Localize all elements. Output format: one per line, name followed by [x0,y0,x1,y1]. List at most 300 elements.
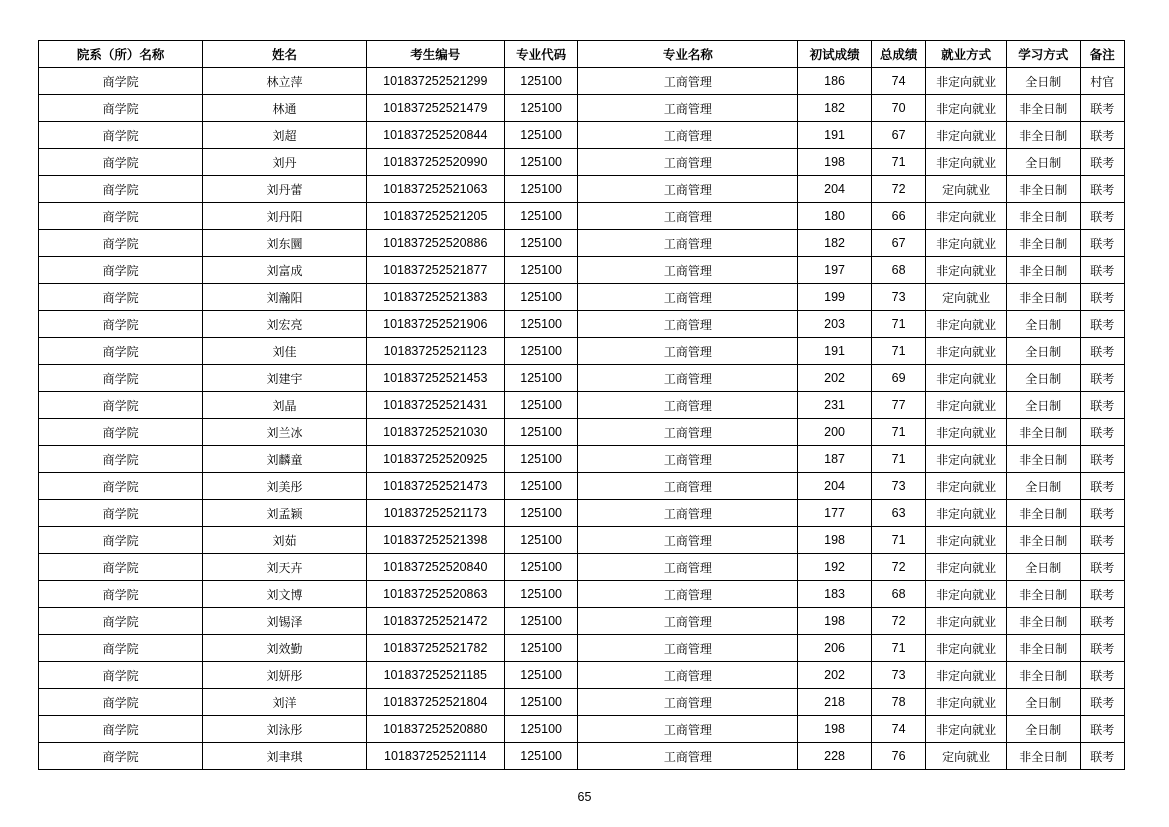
major-name-cell: 工商管理 [578,473,798,500]
preliminary-score-cell: 199 [798,284,872,311]
major-code-cell: 125100 [504,311,578,338]
preliminary-score-cell: 202 [798,365,872,392]
candidate-number-cell: 101837252520840 [366,554,504,581]
total-score-cell: 73 [871,662,925,689]
major-name-cell: 工商管理 [578,446,798,473]
study-mode-cell: 非全日制 [1006,608,1080,635]
candidate-number-cell: 101837252521123 [366,338,504,365]
candidate-number-cell: 101837252520844 [366,122,504,149]
major-code-cell: 125100 [504,122,578,149]
study-mode-cell: 非全日制 [1006,203,1080,230]
employment-type-cell: 非定向就业 [926,95,1007,122]
employment-type-cell: 定向就业 [926,743,1007,770]
major-name-cell: 工商管理 [578,581,798,608]
major-name-cell: 工商管理 [578,149,798,176]
header-preliminary-score: 初试成绩 [798,41,872,68]
table-row [39,257,1125,284]
study-mode-cell: 全日制 [1006,311,1080,338]
name-cell: 刘兰冰 [203,419,366,446]
name-cell: 刘晶 [203,392,366,419]
candidate-number-cell: 101837252521782 [366,635,504,662]
remarks-cell: 联考 [1080,203,1124,230]
header-department: 院系（所）名称 [39,41,203,68]
candidate-number-cell: 101837252521030 [366,419,504,446]
candidate-number-cell: 101837252521063 [366,176,504,203]
employment-type-cell: 非定向就业 [926,338,1007,365]
candidate-number-cell: 101837252521383 [366,284,504,311]
remarks-cell: 联考 [1080,122,1124,149]
total-score-cell: 71 [871,635,925,662]
department-cell: 商学院 [39,635,203,662]
major-name-cell: 工商管理 [578,365,798,392]
major-code-cell: 125100 [504,176,578,203]
department-cell: 商学院 [39,284,203,311]
study-mode-cell: 全日制 [1006,716,1080,743]
department-cell: 商学院 [39,392,203,419]
employment-type-cell: 非定向就业 [926,419,1007,446]
name-cell: 刘洋 [203,689,366,716]
employment-type-cell: 非定向就业 [926,500,1007,527]
study-mode-cell: 全日制 [1006,68,1080,95]
name-cell: 刘丹 [203,149,366,176]
candidate-number-cell: 101837252521114 [366,743,504,770]
table-row [39,743,1125,770]
department-cell: 商学院 [39,446,203,473]
table-row [39,122,1125,149]
employment-type-cell: 非定向就业 [926,149,1007,176]
preliminary-score-cell: 204 [798,176,872,203]
table-row [39,176,1125,203]
major-code-cell: 125100 [504,95,578,122]
total-score-cell: 71 [871,527,925,554]
major-name-cell: 工商管理 [578,689,798,716]
study-mode-cell: 全日制 [1006,554,1080,581]
candidate-number-cell: 101837252521173 [366,500,504,527]
department-cell: 商学院 [39,581,203,608]
preliminary-score-cell: 191 [798,338,872,365]
remarks-cell: 联考 [1080,419,1124,446]
major-name-cell: 工商管理 [578,635,798,662]
total-score-cell: 68 [871,257,925,284]
major-code-cell: 125100 [504,581,578,608]
remarks-cell: 联考 [1080,554,1124,581]
name-cell: 刘文博 [203,581,366,608]
study-mode-cell: 非全日制 [1006,230,1080,257]
total-score-cell: 68 [871,581,925,608]
total-score-cell: 72 [871,176,925,203]
major-code-cell: 125100 [504,473,578,500]
major-code-cell: 125100 [504,554,578,581]
preliminary-score-cell: 177 [798,500,872,527]
major-name-cell: 工商管理 [578,68,798,95]
remarks-cell: 村官 [1080,68,1124,95]
candidate-number-cell: 101837252521877 [366,257,504,284]
remarks-cell: 联考 [1080,257,1124,284]
department-cell: 商学院 [39,608,203,635]
table-body [39,68,1125,770]
preliminary-score-cell: 204 [798,473,872,500]
study-mode-cell: 全日制 [1006,689,1080,716]
total-score-cell: 67 [871,122,925,149]
department-cell: 商学院 [39,662,203,689]
name-cell: 刘妍彤 [203,662,366,689]
department-cell: 商学院 [39,122,203,149]
candidate-number-cell: 101837252521479 [366,95,504,122]
major-name-cell: 工商管理 [578,554,798,581]
table-row [39,635,1125,662]
department-cell: 商学院 [39,68,203,95]
table-row [39,203,1125,230]
department-cell: 商学院 [39,365,203,392]
major-name-cell: 工商管理 [578,527,798,554]
study-mode-cell: 非全日制 [1006,527,1080,554]
major-code-cell: 125100 [504,68,578,95]
name-cell: 刘孟颖 [203,500,366,527]
employment-type-cell: 非定向就业 [926,230,1007,257]
employment-type-cell: 非定向就业 [926,635,1007,662]
department-cell: 商学院 [39,716,203,743]
table-row [39,68,1125,95]
employment-type-cell: 非定向就业 [926,446,1007,473]
name-cell: 刘麟童 [203,446,366,473]
major-name-cell: 工商管理 [578,608,798,635]
remarks-cell: 联考 [1080,716,1124,743]
total-score-cell: 71 [871,149,925,176]
header-name: 姓名 [203,41,366,68]
candidate-number-cell: 101837252521398 [366,527,504,554]
department-cell: 商学院 [39,149,203,176]
header-total-score: 总成绩 [871,41,925,68]
header-candidate-number: 考生编号 [366,41,504,68]
name-cell: 刘天卉 [203,554,366,581]
total-score-cell: 71 [871,419,925,446]
department-cell: 商学院 [39,527,203,554]
remarks-cell: 联考 [1080,527,1124,554]
table-row [39,581,1125,608]
table-header-row [39,41,1125,68]
department-cell: 商学院 [39,743,203,770]
total-score-cell: 74 [871,716,925,743]
preliminary-score-cell: 228 [798,743,872,770]
major-name-cell: 工商管理 [578,419,798,446]
department-cell: 商学院 [39,257,203,284]
total-score-cell: 77 [871,392,925,419]
major-name-cell: 工商管理 [578,257,798,284]
total-score-cell: 70 [871,95,925,122]
name-cell: 刘锡泽 [203,608,366,635]
department-cell: 商学院 [39,419,203,446]
study-mode-cell: 非全日制 [1006,500,1080,527]
total-score-cell: 67 [871,230,925,257]
remarks-cell: 联考 [1080,149,1124,176]
employment-type-cell: 非定向就业 [926,716,1007,743]
total-score-cell: 63 [871,500,925,527]
table-row [39,392,1125,419]
department-cell: 商学院 [39,203,203,230]
major-code-cell: 125100 [504,230,578,257]
preliminary-score-cell: 231 [798,392,872,419]
department-cell: 商学院 [39,95,203,122]
major-code-cell: 125100 [504,743,578,770]
candidate-number-cell: 101837252520925 [366,446,504,473]
table-row [39,446,1125,473]
preliminary-score-cell: 203 [798,311,872,338]
table-row [39,689,1125,716]
study-mode-cell: 非全日制 [1006,743,1080,770]
candidate-number-cell: 101837252521906 [366,311,504,338]
total-score-cell: 74 [871,68,925,95]
employment-type-cell: 非定向就业 [926,392,1007,419]
preliminary-score-cell: 182 [798,95,872,122]
page-number: 65 [577,790,592,804]
study-mode-cell: 全日制 [1006,338,1080,365]
name-cell: 刘丹蕾 [203,176,366,203]
total-score-cell: 71 [871,338,925,365]
preliminary-score-cell: 198 [798,608,872,635]
major-code-cell: 125100 [504,392,578,419]
table-row [39,554,1125,581]
study-mode-cell: 全日制 [1006,149,1080,176]
total-score-cell: 71 [871,446,925,473]
department-cell: 商学院 [39,473,203,500]
header-employment-type: 就业方式 [926,41,1007,68]
employment-type-cell: 非定向就业 [926,473,1007,500]
preliminary-score-cell: 202 [798,662,872,689]
candidate-number-cell: 101837252521472 [366,608,504,635]
preliminary-score-cell: 198 [798,716,872,743]
remarks-cell: 联考 [1080,365,1124,392]
remarks-cell: 联考 [1080,662,1124,689]
total-score-cell: 73 [871,284,925,311]
name-cell: 刘东圜 [203,230,366,257]
employment-type-cell: 定向就业 [926,284,1007,311]
major-code-cell: 125100 [504,635,578,662]
remarks-cell: 联考 [1080,311,1124,338]
name-cell: 刘茹 [203,527,366,554]
header-major-name: 专业名称 [578,41,798,68]
major-name-cell: 工商管理 [578,311,798,338]
remarks-cell: 联考 [1080,338,1124,365]
table-row [39,365,1125,392]
preliminary-score-cell: 186 [798,68,872,95]
study-mode-cell: 非全日制 [1006,446,1080,473]
major-name-cell: 工商管理 [578,176,798,203]
remarks-cell: 联考 [1080,500,1124,527]
employment-type-cell: 非定向就业 [926,257,1007,284]
table-row [39,716,1125,743]
total-score-cell: 76 [871,743,925,770]
study-mode-cell: 非全日制 [1006,95,1080,122]
study-mode-cell: 全日制 [1006,365,1080,392]
employment-type-cell: 定向就业 [926,176,1007,203]
candidate-number-cell: 101837252521205 [366,203,504,230]
total-score-cell: 78 [871,689,925,716]
header-remarks: 备注 [1080,41,1124,68]
remarks-cell: 联考 [1080,473,1124,500]
major-code-cell: 125100 [504,203,578,230]
candidate-number-cell: 101837252521185 [366,662,504,689]
table-row [39,338,1125,365]
name-cell: 刘富成 [203,257,366,284]
major-code-cell: 125100 [504,527,578,554]
major-code-cell: 125100 [504,662,578,689]
study-mode-cell: 非全日制 [1006,284,1080,311]
table-row [39,662,1125,689]
department-cell: 商学院 [39,500,203,527]
major-name-cell: 工商管理 [578,122,798,149]
major-code-cell: 125100 [504,338,578,365]
table-row [39,284,1125,311]
name-cell: 刘丹阳 [203,203,366,230]
remarks-cell: 联考 [1080,743,1124,770]
major-name-cell: 工商管理 [578,203,798,230]
major-code-cell: 125100 [504,716,578,743]
major-name-cell: 工商管理 [578,284,798,311]
name-cell: 刘建宇 [203,365,366,392]
table-row [39,419,1125,446]
remarks-cell: 联考 [1080,95,1124,122]
table-row [39,500,1125,527]
department-cell: 商学院 [39,311,203,338]
preliminary-score-cell: 218 [798,689,872,716]
study-mode-cell: 非全日制 [1006,176,1080,203]
study-mode-cell: 非全日制 [1006,419,1080,446]
name-cell: 刘宏亮 [203,311,366,338]
major-code-cell: 125100 [504,689,578,716]
candidate-number-cell: 101837252520990 [366,149,504,176]
candidate-number-cell: 101837252520880 [366,716,504,743]
header-major-code: 专业代码 [504,41,578,68]
name-cell: 林通 [203,95,366,122]
name-cell: 刘效勤 [203,635,366,662]
employment-type-cell: 非定向就业 [926,527,1007,554]
preliminary-score-cell: 197 [798,257,872,284]
preliminary-score-cell: 182 [798,230,872,257]
major-name-cell: 工商管理 [578,95,798,122]
employment-type-cell: 非定向就业 [926,581,1007,608]
study-mode-cell: 非全日制 [1006,662,1080,689]
remarks-cell: 联考 [1080,608,1124,635]
preliminary-score-cell: 198 [798,527,872,554]
admission-roster-table [38,40,1125,770]
remarks-cell: 联考 [1080,176,1124,203]
table-row [39,95,1125,122]
total-score-cell: 72 [871,608,925,635]
total-score-cell: 72 [871,554,925,581]
employment-type-cell: 非定向就业 [926,554,1007,581]
name-cell: 刘佳 [203,338,366,365]
candidate-number-cell: 101837252520863 [366,581,504,608]
major-code-cell: 125100 [504,608,578,635]
study-mode-cell: 非全日制 [1006,257,1080,284]
remarks-cell: 联考 [1080,230,1124,257]
remarks-cell: 联考 [1080,392,1124,419]
major-name-cell: 工商管理 [578,230,798,257]
name-cell: 刘聿琪 [203,743,366,770]
major-code-cell: 125100 [504,365,578,392]
major-code-cell: 125100 [504,149,578,176]
name-cell: 刘瀚阳 [203,284,366,311]
preliminary-score-cell: 192 [798,554,872,581]
employment-type-cell: 非定向就业 [926,662,1007,689]
study-mode-cell: 全日制 [1006,473,1080,500]
employment-type-cell: 非定向就业 [926,68,1007,95]
preliminary-score-cell: 206 [798,635,872,662]
total-score-cell: 66 [871,203,925,230]
major-code-cell: 125100 [504,446,578,473]
study-mode-cell: 非全日制 [1006,122,1080,149]
employment-type-cell: 非定向就业 [926,365,1007,392]
major-code-cell: 125100 [504,257,578,284]
table-row [39,311,1125,338]
remarks-cell: 联考 [1080,635,1124,662]
candidate-number-cell: 101837252520886 [366,230,504,257]
candidate-number-cell: 101837252521431 [366,392,504,419]
employment-type-cell: 非定向就业 [926,689,1007,716]
table-row [39,608,1125,635]
department-cell: 商学院 [39,338,203,365]
study-mode-cell: 非全日制 [1006,635,1080,662]
header-study-mode: 学习方式 [1006,41,1080,68]
study-mode-cell: 全日制 [1006,392,1080,419]
department-cell: 商学院 [39,689,203,716]
table-row [39,473,1125,500]
employment-type-cell: 非定向就业 [926,608,1007,635]
major-code-cell: 125100 [504,419,578,446]
preliminary-score-cell: 200 [798,419,872,446]
study-mode-cell: 非全日制 [1006,581,1080,608]
table-row [39,527,1125,554]
major-code-cell: 125100 [504,500,578,527]
employment-type-cell: 非定向就业 [926,311,1007,338]
department-cell: 商学院 [39,176,203,203]
employment-type-cell: 非定向就业 [926,122,1007,149]
total-score-cell: 71 [871,311,925,338]
total-score-cell: 69 [871,365,925,392]
preliminary-score-cell: 198 [798,149,872,176]
candidate-number-cell: 101837252521299 [366,68,504,95]
department-cell: 商学院 [39,230,203,257]
department-cell: 商学院 [39,554,203,581]
major-name-cell: 工商管理 [578,662,798,689]
table-row [39,149,1125,176]
total-score-cell: 73 [871,473,925,500]
candidate-number-cell: 101837252521804 [366,689,504,716]
name-cell: 刘超 [203,122,366,149]
remarks-cell: 联考 [1080,689,1124,716]
employment-type-cell: 非定向就业 [926,203,1007,230]
table-row [39,230,1125,257]
preliminary-score-cell: 183 [798,581,872,608]
candidate-number-cell: 101837252521473 [366,473,504,500]
preliminary-score-cell: 180 [798,203,872,230]
major-name-cell: 工商管理 [578,392,798,419]
remarks-cell: 联考 [1080,284,1124,311]
name-cell: 刘泳彤 [203,716,366,743]
candidate-number-cell: 101837252521453 [366,365,504,392]
preliminary-score-cell: 187 [798,446,872,473]
name-cell: 刘美彤 [203,473,366,500]
remarks-cell: 联考 [1080,581,1124,608]
major-name-cell: 工商管理 [578,338,798,365]
major-name-cell: 工商管理 [578,716,798,743]
remarks-cell: 联考 [1080,446,1124,473]
name-cell: 林立萍 [203,68,366,95]
major-code-cell: 125100 [504,284,578,311]
preliminary-score-cell: 191 [798,122,872,149]
major-name-cell: 工商管理 [578,500,798,527]
major-name-cell: 工商管理 [578,743,798,770]
